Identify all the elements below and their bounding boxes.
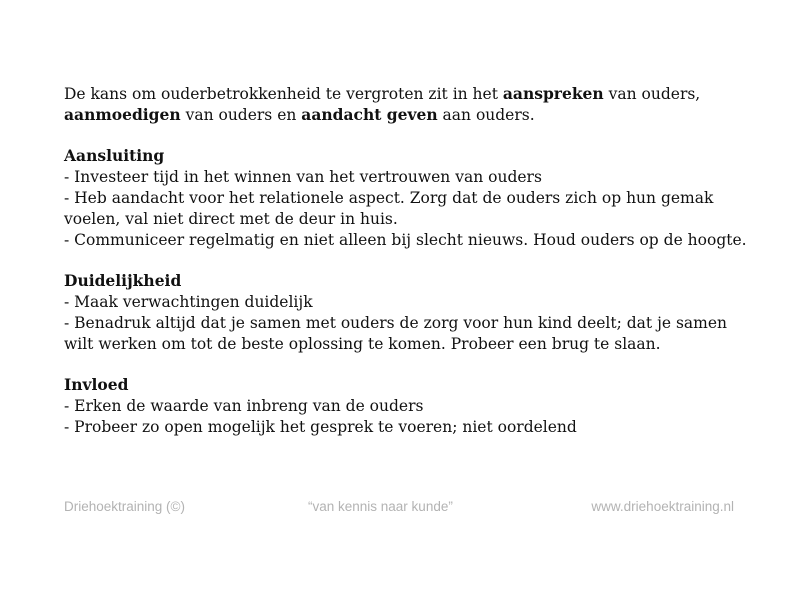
intro-text: aan ouders. <box>437 105 535 124</box>
bullet-line: - Investeer tijd in het winnen van het vertrouwen van ouders <box>64 168 542 187</box>
intro-text: van ouders, <box>603 85 701 103</box>
bullet-line: - Erken de waarde van inbreng van de ouders <box>64 396 424 415</box>
section-heading: Aansluiting <box>64 146 165 166</box>
intro-text: van ouders en <box>180 105 302 124</box>
section-invloed <box>64 375 754 437</box>
intro-paragraph <box>64 84 754 126</box>
intro-text: De kans om ouderbetrokkenheid te vergroten zit in het <box>64 85 503 103</box>
section-aansluiting <box>64 146 754 250</box>
footer-copyright: Driehoektraining (©) <box>64 499 185 514</box>
section-heading: Invloed <box>64 375 129 395</box>
bullet-line: - Benadruk altijd dat je samen met ouders de zorg voor hun kind deelt; dat je samen wilt werken om tot de beste oplossing te komen. Probeer een brug te slaan. <box>64 313 728 353</box>
document-body <box>64 84 754 438</box>
section-duidelijkheid <box>64 271 754 354</box>
bullet-line: - Maak verwachtingen duidelijk <box>64 292 313 311</box>
footer-website: www.driehoektraining.nl <box>591 499 734 514</box>
bullet-line: - Heb aandacht voor het relationele aspect. Zorg dat de ouders zich op hun gemak voelen, val niet direct met de deur in huis. <box>64 188 714 228</box>
intro-emphasis-aanmoedigen: aanmoedigen <box>64 104 181 124</box>
bullet-line: - Probeer zo open mogelijk het gesprek te voeren; niet oordelend <box>64 417 577 436</box>
section-heading: Duidelijkheid <box>64 271 182 291</box>
intro-emphasis-aanspreken: aanspreken <box>502 84 604 103</box>
footer-slogan: “van kennis naar kunde” <box>308 499 453 514</box>
intro-emphasis-aandacht-geven: aandacht geven <box>301 104 438 124</box>
bullet-line: - Communiceer regelmatig en niet alleen bij slecht nieuws. Houd ouders op de hoogte. <box>64 230 747 249</box>
